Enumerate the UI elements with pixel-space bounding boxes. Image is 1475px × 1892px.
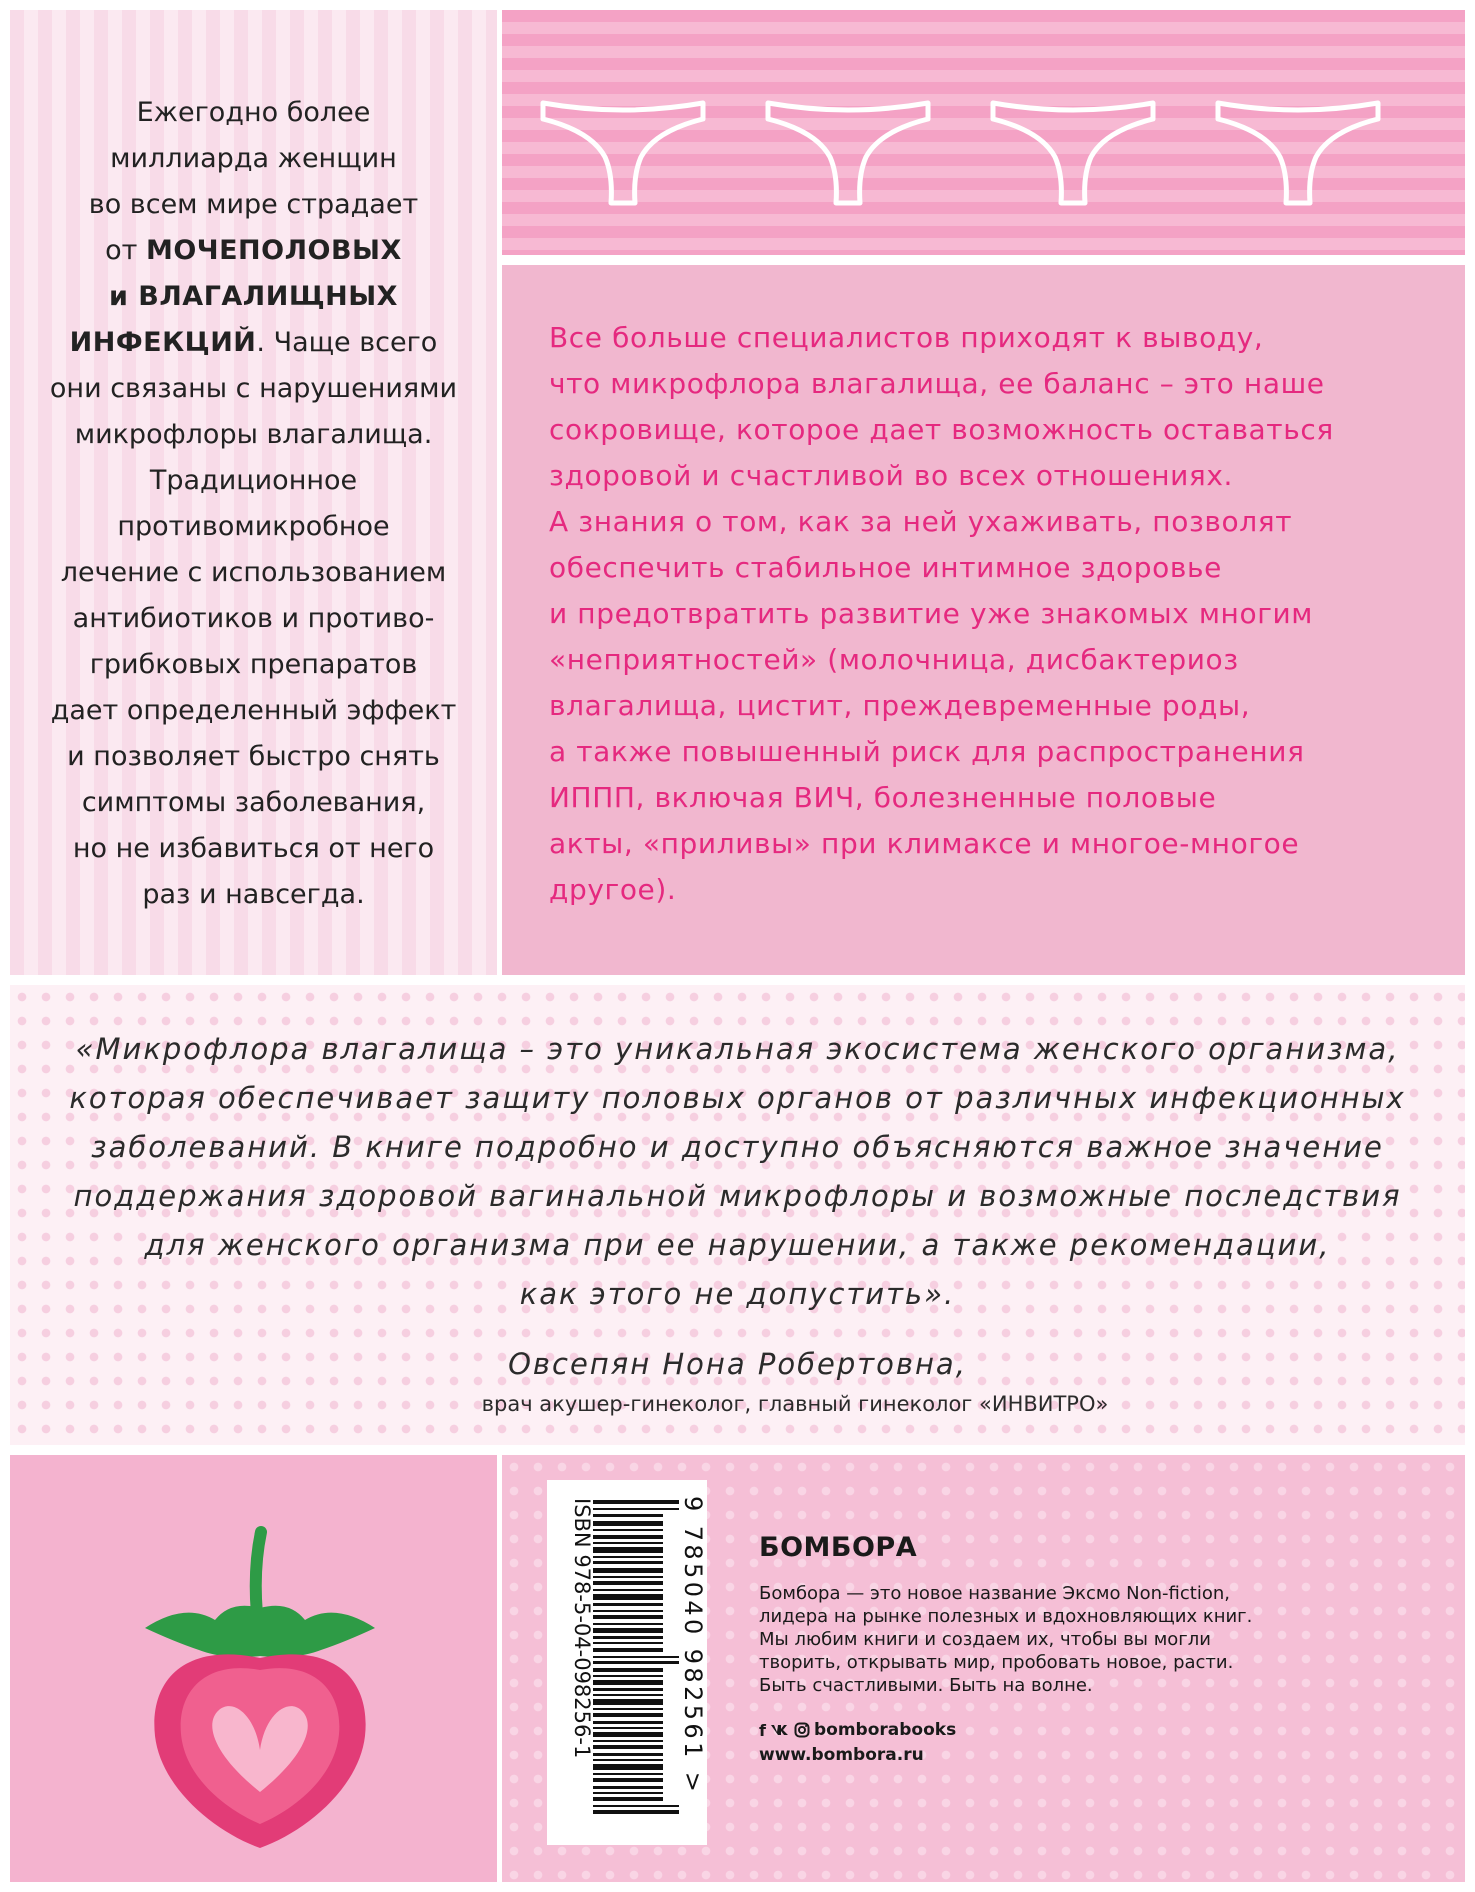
intro-line: Традиционное bbox=[149, 465, 358, 496]
description-line: а также повышенный риск для распространения bbox=[549, 735, 1305, 768]
highlight-infections: ИНФЕКЦИЙ bbox=[69, 327, 257, 358]
briefs-icon bbox=[987, 95, 1159, 215]
vk-icon[interactable] bbox=[770, 1723, 790, 1737]
quote-line: которая обеспечивает защиту половых органов от различных инфекционных bbox=[69, 1081, 1406, 1115]
briefs-icon bbox=[537, 95, 709, 215]
intro-line: симптомы заболевания, bbox=[81, 787, 426, 818]
intro-line: грибковых препаратов bbox=[89, 649, 418, 680]
description-line: обеспечить стабильное интимное здоровье bbox=[549, 551, 1222, 584]
publisher-panel bbox=[502, 1455, 1465, 1882]
intro-line: антибиотиков и противо- bbox=[72, 603, 435, 634]
intro-line: и позволяет быстро снять bbox=[67, 741, 440, 772]
description-panel bbox=[502, 265, 1465, 975]
intro-text-fragment: и bbox=[108, 281, 139, 312]
publisher-description-line: Бомбора — это новое название Эксмо Non-fiction, bbox=[759, 1583, 1230, 1604]
quote-line: поддержания здоровой вагинальной микрофлоры и возможные последствия bbox=[73, 1179, 1402, 1213]
description-line: Все больше специалистов приходят к выводу, bbox=[549, 321, 1264, 354]
intro-line bbox=[10, 228, 497, 274]
description-line: А знания о том, как за ней ухаживать, позволят bbox=[549, 505, 1293, 538]
quote-panel bbox=[10, 985, 1465, 1445]
intro-line: дает определенный эффект bbox=[50, 695, 457, 726]
quote-line: «Микрофлора влагалища – это уникальная экосистема женского организма, bbox=[75, 1032, 1400, 1066]
highlight-urogenital: МОЧЕПОЛОВЫХ bbox=[145, 235, 402, 266]
publisher-description-line: Мы любим книги и создаем их, чтобы вы могли bbox=[759, 1629, 1211, 1650]
social-links bbox=[759, 1720, 956, 1740]
quote-text bbox=[10, 1025, 1465, 1319]
isbn-label: ISBN 978-5-04-098256-1 bbox=[570, 1498, 594, 1759]
facebook-icon[interactable]: f bbox=[759, 1720, 766, 1740]
description-line: и предотвратить развитие уже знакомых многим bbox=[549, 597, 1314, 630]
intro-text-fragment: от bbox=[105, 235, 146, 266]
strawberry-icon bbox=[145, 1510, 375, 1850]
intro-line bbox=[10, 274, 497, 320]
description-line: сокровище, которое дает возможность оставаться bbox=[549, 413, 1334, 446]
briefs-banner bbox=[502, 10, 1465, 255]
publisher-url[interactable]: www.bombora.ru bbox=[759, 1745, 924, 1765]
quote-line: заболеваний. В книге подробно и доступно объясняются важное значение bbox=[91, 1130, 1384, 1164]
quote-line: для женского организма при ее нарушении, а также рекомендации, bbox=[144, 1228, 1331, 1262]
social-handle[interactable]: bomborabooks bbox=[813, 1720, 957, 1740]
description-line: здоровой и счастливой во всех отношениях. bbox=[549, 459, 1234, 492]
instagram-icon[interactable] bbox=[794, 1722, 810, 1738]
briefs-icon bbox=[1212, 95, 1384, 215]
intro-line: во всем мире страдает bbox=[88, 189, 419, 220]
description-line: другое). bbox=[549, 873, 677, 906]
publisher-name: БОМБОРА bbox=[759, 1532, 918, 1563]
intro-line: миллиарда женщин bbox=[110, 143, 397, 174]
briefs-icon bbox=[762, 95, 934, 215]
intro-line bbox=[10, 320, 497, 366]
intro-line: противомикробное bbox=[117, 511, 390, 542]
intro-line: лечение с использованием bbox=[60, 557, 447, 588]
quote-line: как этого не допустить». bbox=[519, 1277, 956, 1311]
intro-panel bbox=[10, 10, 497, 975]
publisher-description-line: лидера на рынке полезных и вдохновляющих книг. bbox=[759, 1606, 1253, 1627]
quote-author-role: врач акушер-гинеколог, главный гинеколог «ИНВИТРО» bbox=[481, 1392, 1109, 1416]
intro-line: но не избавиться от него bbox=[72, 833, 435, 864]
highlight-vaginal: ВЛАГАЛИЩНЫХ bbox=[138, 281, 399, 312]
intro-text bbox=[10, 90, 497, 918]
description-text bbox=[549, 315, 1429, 913]
quote-author: Овсепян Нона Робертовна, bbox=[508, 1347, 967, 1381]
barcode bbox=[547, 1480, 707, 1845]
publisher-description-line: Быть счастливыми. Быть на волне. bbox=[759, 1675, 1093, 1696]
description-line: что микрофлора влагалища, ее баланс – это наше bbox=[549, 367, 1325, 400]
publisher-description bbox=[759, 1582, 1319, 1697]
strawberry-panel bbox=[10, 1455, 497, 1882]
publisher-description-line: творить, открывать мир, пробовать новое, расти. bbox=[759, 1652, 1234, 1673]
description-line: влагалища, цистит, преждевременные роды, bbox=[549, 689, 1251, 722]
intro-line: они связаны с нарушениями bbox=[49, 373, 458, 404]
intro-text-fragment: . Чаще всего bbox=[256, 327, 438, 358]
description-line: «неприятностей» (молочница, дисбактериоз bbox=[549, 643, 1239, 676]
intro-line: микрофлоры влагалища. bbox=[74, 419, 433, 450]
barcode-digits: 9 785040 982561 > bbox=[679, 1496, 707, 1796]
description-line: акты, «приливы» при климаксе и многое-многое bbox=[549, 827, 1300, 860]
intro-line: Ежегодно более bbox=[136, 97, 371, 128]
intro-line: раз и навсегда. bbox=[142, 879, 365, 910]
description-line: ИППП, включая ВИЧ, болезненные половые bbox=[549, 781, 1217, 814]
